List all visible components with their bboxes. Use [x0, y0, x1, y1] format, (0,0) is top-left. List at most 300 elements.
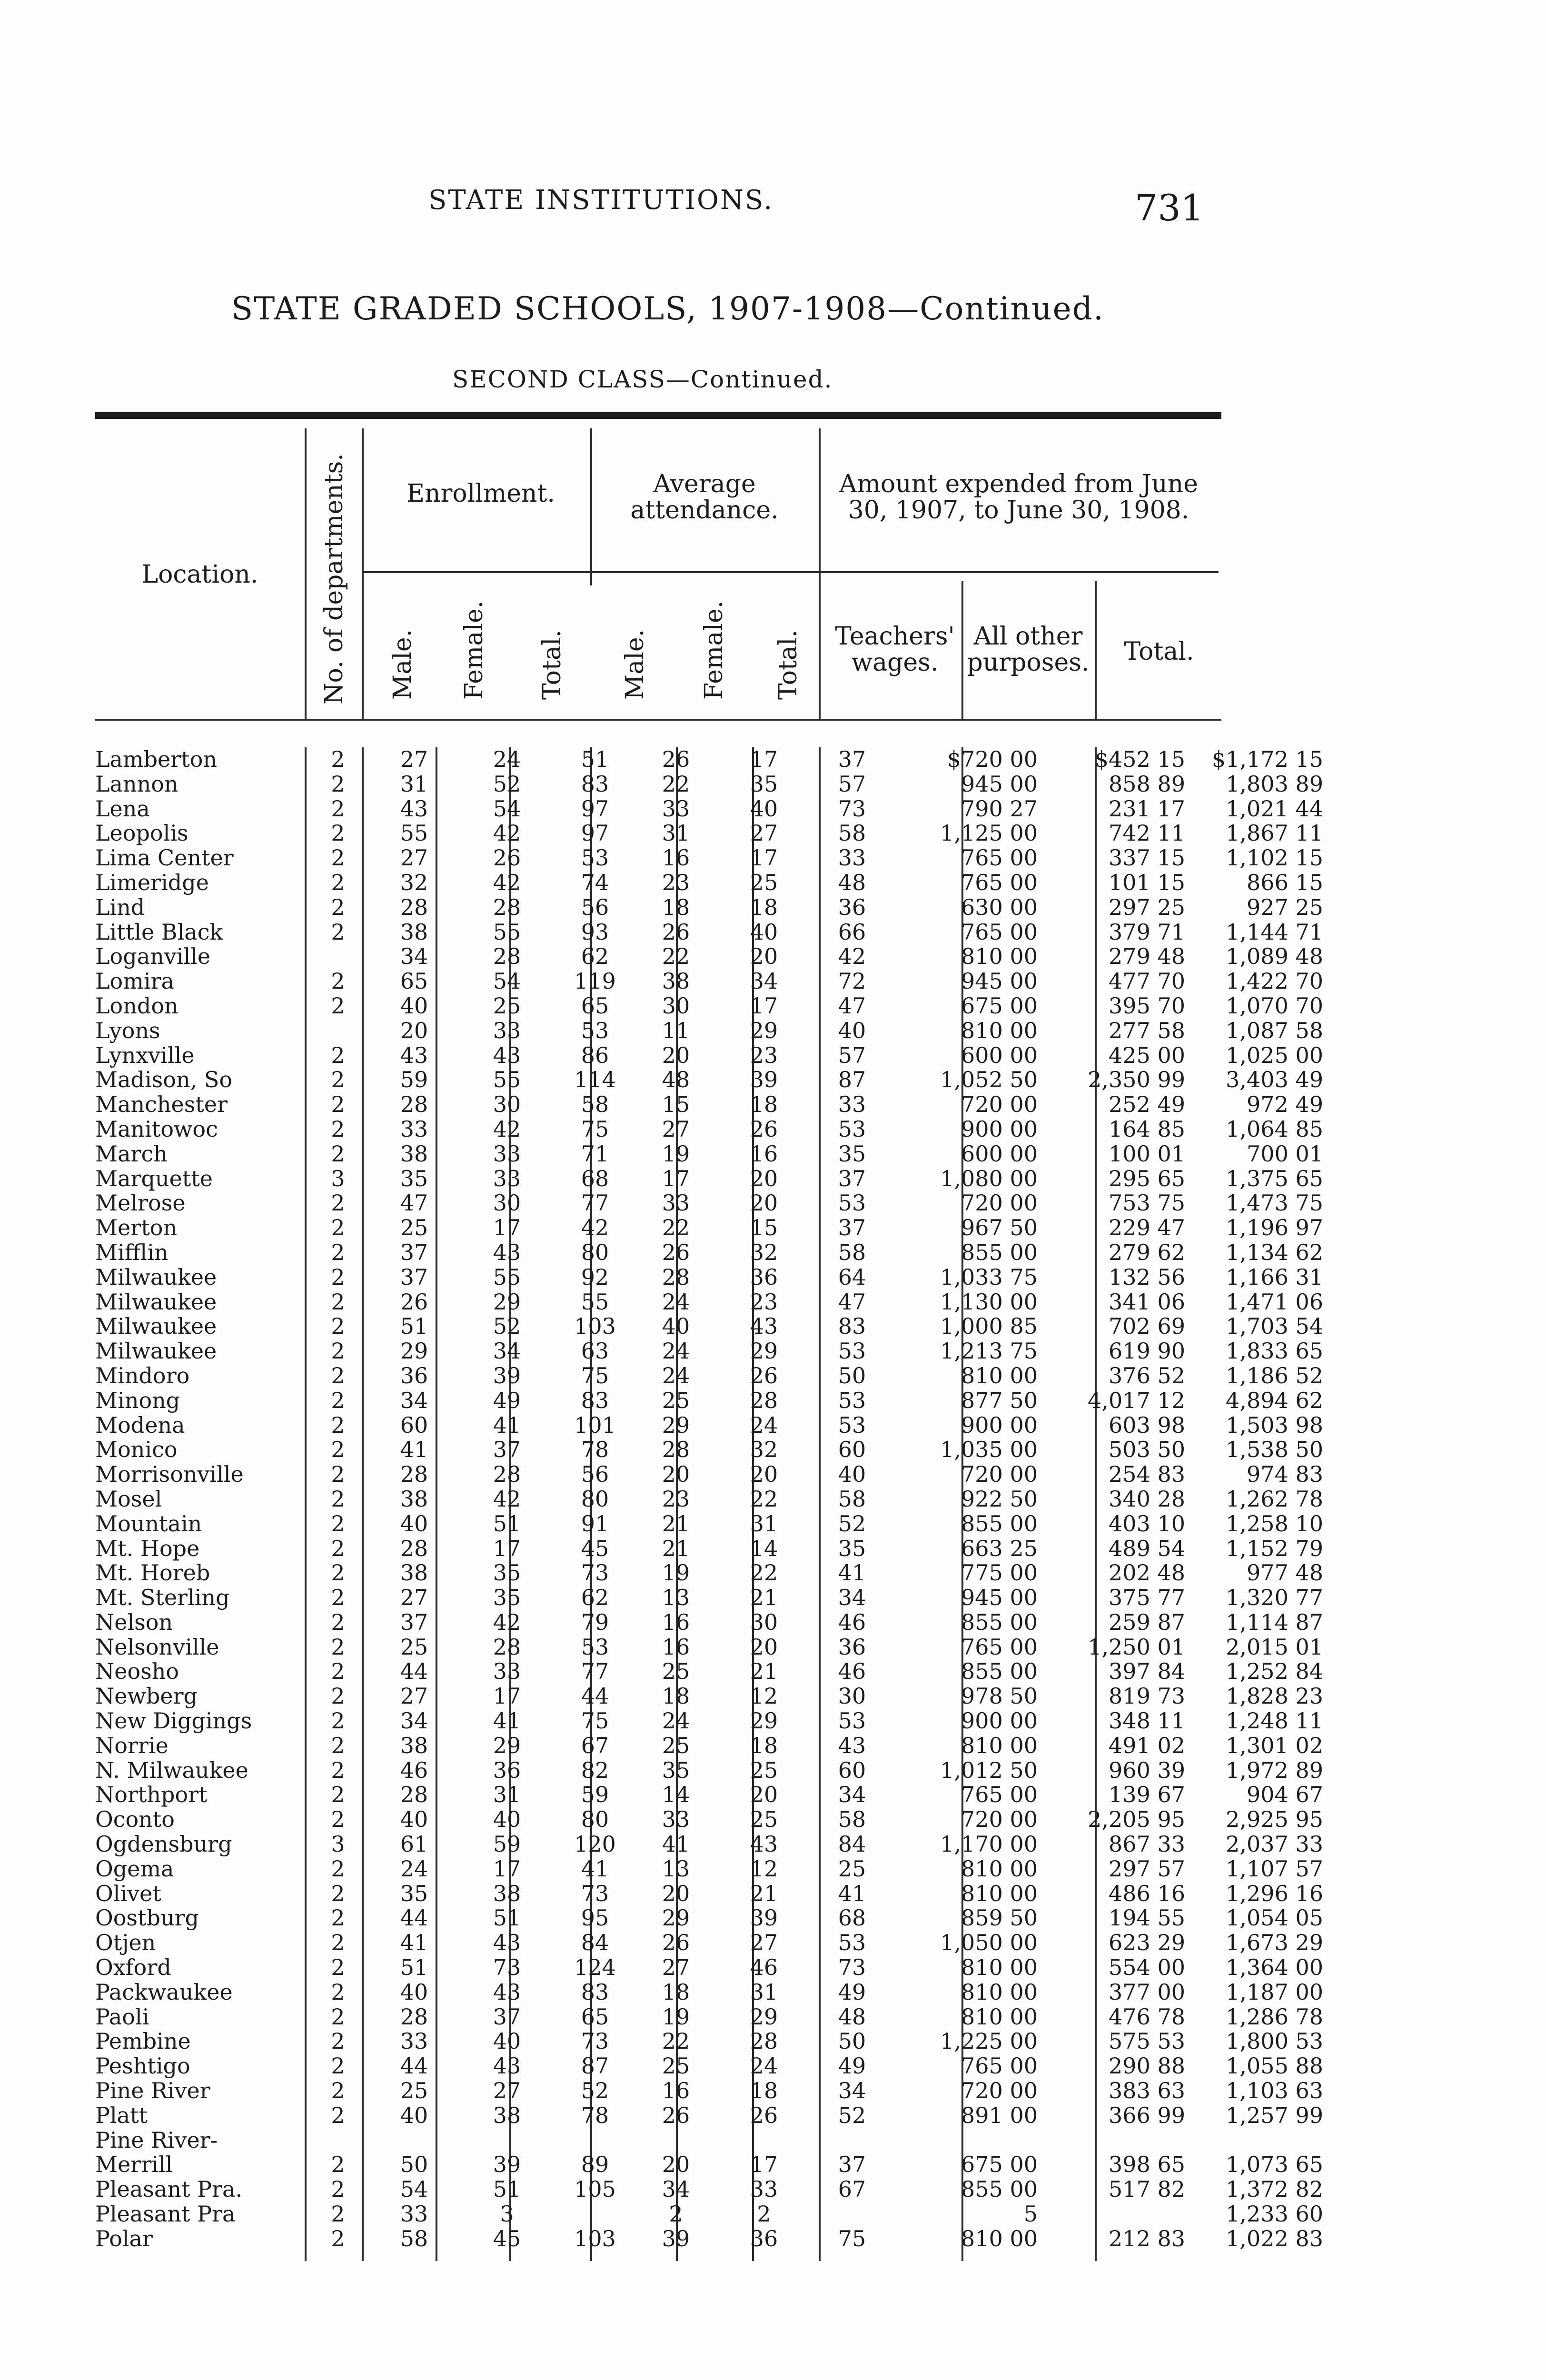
attendance-male-cell: 16: [662, 1634, 690, 1660]
attendance-total-cell: 68: [838, 1905, 866, 1931]
table-row: [95, 869, 1323, 895]
attendance-total-cell: 50: [838, 1362, 866, 1388]
expended-total-cell: 1,144 71: [1226, 919, 1323, 945]
attendance-female-cell: 28: [750, 2028, 778, 2054]
expended-total-cell: 1,833 65: [1226, 1338, 1323, 1364]
table-row: [95, 1510, 1323, 1537]
attendance-female-cell: 36: [750, 1264, 778, 1290]
teachers-wages-cell: 765 00: [961, 869, 1038, 895]
location-cell: Lamberton: [95, 746, 218, 772]
location-cell: Madison, So: [95, 1067, 233, 1093]
attendance-male-cell: 22: [662, 943, 690, 970]
location-cell: Lena: [95, 795, 150, 822]
expended-total-cell: 1,064 85: [1226, 1116, 1323, 1142]
other-purposes-cell: 290 88: [1109, 2053, 1185, 2079]
departments-cell: 2: [331, 845, 345, 871]
attendance-male-cell: 38: [662, 968, 690, 994]
enrollment-female-cell: 39: [493, 1362, 521, 1388]
enrollment-total-cell: 103: [574, 2225, 616, 2251]
attendance-total-cell: 87: [838, 1067, 866, 1093]
location-cell: Lannon: [95, 771, 178, 797]
attendance-female-cell: 21: [750, 1880, 778, 1906]
teachers-wages-cell: 855 00: [961, 1658, 1038, 1685]
attendance-female-cell: 17: [750, 746, 778, 772]
teachers-wages-cell: 720 00: [961, 2078, 1038, 2104]
other-purposes-cell: 337 15: [1109, 845, 1185, 871]
location-cell: Ogdensburg: [95, 1831, 232, 1857]
attendance-total-cell: 49: [838, 1979, 866, 2005]
expended-total-cell: 2,037 33: [1226, 1831, 1323, 1857]
attendance-male-cell: 13: [662, 1585, 690, 1611]
location-cell: Nelson: [95, 1609, 173, 1635]
table-row: [95, 1535, 1323, 1561]
table-row: [95, 1560, 1323, 1586]
enrollment-female-cell: 29: [493, 1732, 521, 1758]
enrollment-female-cell: 26: [493, 845, 521, 871]
teachers-wages-cell: 765 00: [961, 1634, 1038, 1660]
enrollment-total-cell: 87: [581, 2053, 609, 2079]
departments-cell: 2: [331, 2003, 345, 2030]
enrollment-total-cell: 75: [581, 1116, 609, 1142]
attendance-female-cell: 21: [750, 1658, 778, 1685]
attendance-male-cell: 20: [662, 1461, 690, 1488]
location-cell: Mt. Hope: [95, 1535, 200, 1561]
other-purposes-cell: 279 48: [1109, 943, 1185, 970]
attendance-female-cell: 17: [750, 992, 778, 1019]
teachers-wages-cell: 810 00: [961, 1855, 1038, 1882]
table-row: [95, 1855, 1323, 1882]
table-row: [95, 1757, 1323, 1783]
enrollment-female-cell: 43: [493, 1239, 521, 1265]
attendance-female-cell: 12: [750, 1855, 778, 1882]
enrollment-female-cell: 55: [493, 1264, 521, 1290]
enrollment-male-cell: 31: [400, 771, 428, 797]
attendance-male-cell: 11: [662, 1017, 690, 1043]
enrollment-male-cell: 40: [400, 1510, 428, 1537]
table-subtitle: SECOND CLASS—Continued.: [452, 366, 833, 393]
departments-cell: 2: [331, 1757, 345, 1783]
attendance-total-cell: 46: [838, 1609, 866, 1635]
other-purposes-cell: 297 57: [1109, 1855, 1185, 1882]
other-purposes-cell: 297 25: [1109, 894, 1185, 920]
attendance-male-cell: 29: [662, 1412, 690, 1438]
teachers-wages-cell: 967 50: [961, 1215, 1038, 1241]
location-cell: Lima Center: [95, 845, 234, 871]
enrollment-male-cell: 38: [400, 1560, 428, 1586]
enrollment-female-cell: 54: [493, 968, 521, 994]
attendance-total-cell: 57: [838, 771, 866, 797]
enrollment-total-cell: 53: [581, 845, 609, 871]
table-row: [95, 1067, 1323, 1093]
attendance-male-cell: 25: [662, 1658, 690, 1685]
attendance-male-cell: 18: [662, 894, 690, 920]
teachers-wages-cell: 810 00: [961, 1732, 1038, 1758]
expended-total-cell: 1,473 75: [1226, 1190, 1323, 1216]
enrollment-total-cell: 83: [581, 771, 609, 797]
attendance-total-cell: 73: [838, 1954, 866, 1981]
departments-cell: 2: [331, 2028, 345, 2054]
attendance-male-cell: 25: [662, 1732, 690, 1758]
location-cell: Monico: [95, 1437, 178, 1463]
enrollment-total-cell: 78: [581, 1437, 609, 1463]
enrollment-female-cell: 38: [493, 2102, 521, 2128]
other-purposes-cell: 517 82: [1109, 2176, 1185, 2202]
table-row: [95, 1017, 1323, 1043]
attendance-female-cell: 2: [757, 2201, 771, 2227]
enrollment-female-cell: 41: [493, 1412, 521, 1438]
enrollment-total-cell: 73: [581, 2028, 609, 2054]
attendance-male-cell: 16: [662, 1609, 690, 1635]
location-header: Location.: [141, 560, 258, 589]
enrollment-female-cell: 42: [493, 820, 521, 846]
enrollment-female-cell: 43: [493, 1930, 521, 1956]
expended-total-cell: 927 25: [1247, 894, 1323, 920]
expended-total-cell: 1,471 06: [1226, 1289, 1323, 1315]
attendance-total-cell: 36: [838, 894, 866, 920]
attendance-total-cell: 48: [838, 869, 866, 895]
table-row: [95, 1806, 1323, 1833]
attendance-total-cell: 53: [838, 1412, 866, 1438]
attendance-female-cell: 24: [750, 1412, 778, 1438]
departments-cell: 2: [331, 1437, 345, 1463]
attendance-total-cell: 52: [838, 1510, 866, 1537]
enrollment-male-cell: 33: [400, 1116, 428, 1142]
enrollment-total-cell: 63: [581, 1338, 609, 1364]
teachers-wages-cell: 600 00: [961, 1042, 1038, 1068]
attendance-female-cell: 17: [750, 845, 778, 871]
teachers-wages-cell: 720 00: [961, 1190, 1038, 1216]
departments-cell: 2: [331, 1683, 345, 1709]
enrollment-male-cell: 27: [400, 1683, 428, 1709]
expended-total-cell: 977 48: [1247, 1560, 1323, 1586]
location-cell: Manitowoc: [95, 1116, 218, 1142]
enrollment-total-cell: 73: [581, 1880, 609, 1906]
attendance-female-cell: 32: [750, 1239, 778, 1265]
attendance-female-cell: 27: [750, 1930, 778, 1956]
location-cell: Mt. Sterling: [95, 1585, 230, 1611]
attendance-female-cell: 18: [750, 1091, 778, 1118]
table-row: [95, 1289, 1323, 1315]
enrollment-male-cell: 37: [400, 1239, 428, 1265]
attendance-total-cell: 41: [838, 1880, 866, 1906]
teachers-wages-cell: $720 00: [947, 746, 1038, 772]
departments-cell: 2: [331, 1264, 345, 1290]
attendance-female-header: Female.: [700, 600, 728, 700]
enrollment-male-cell: 28: [400, 1782, 428, 1808]
location-cell: Paoli: [95, 2003, 149, 2030]
teachers-wages-cell: 765 00: [961, 845, 1038, 871]
expended-total-cell: 1,134 62: [1226, 1239, 1323, 1265]
enrollment-female-cell: 73: [493, 1954, 521, 1981]
enrollment-total-cell: 55: [581, 1289, 609, 1315]
departments-cell: 2: [331, 1362, 345, 1388]
table-row: [95, 2078, 1323, 2104]
attendance-female-cell: 20: [750, 1634, 778, 1660]
departments-cell: 2: [331, 2152, 345, 2178]
location-cell: Lomira: [95, 968, 174, 994]
location-cell: Ogema: [95, 1855, 174, 1882]
attendance-total-cell: 58: [838, 1806, 866, 1833]
enrollment-female-cell: 49: [493, 1387, 521, 1413]
other-purposes-cell: 397 84: [1109, 1658, 1185, 1685]
attendance-female-cell: 43: [750, 1831, 778, 1857]
enrollment-male-cell: 46: [400, 1757, 428, 1783]
table-row: [95, 1091, 1323, 1118]
enrollment-male-cell: 44: [400, 2053, 428, 2079]
enrollment-female-cell: 39: [493, 2152, 521, 2178]
attendance-male-cell: 19: [662, 1140, 690, 1167]
attendance-total-cell: 53: [838, 1708, 866, 1734]
location-cell: Packwaukee: [95, 1979, 233, 2005]
running-head: STATE INSTITUTIONS.: [428, 185, 774, 216]
location-cell: Neosho: [95, 1658, 179, 1685]
other-purposes-cell: 366 99: [1109, 2102, 1185, 2128]
table-row: [95, 2053, 1323, 2079]
departments-cell: 2: [331, 1782, 345, 1808]
other-purposes-cell: 139 67: [1109, 1782, 1185, 1808]
attendance-male-cell: 21: [662, 1510, 690, 1537]
departments-cell: 2: [331, 2102, 345, 2128]
departments-cell: 2: [331, 992, 345, 1019]
attendance-female-cell: 43: [750, 1313, 778, 1339]
enrollment-male-cell: 40: [400, 1979, 428, 2005]
teachers-wages-cell: 810 00: [961, 1954, 1038, 1981]
teachers-wages-cell: 810 00: [961, 1362, 1038, 1388]
attendance-female-cell: 39: [750, 1905, 778, 1931]
attendance-male-cell: 25: [662, 1387, 690, 1413]
attendance-total-cell: 72: [838, 968, 866, 994]
attendance-male-cell: 22: [662, 771, 690, 797]
attendance-male-cell: 26: [662, 1239, 690, 1265]
enrollment-total-cell: 74: [581, 869, 609, 895]
departments-cell: 2: [331, 746, 345, 772]
departments-cell: 2: [331, 771, 345, 797]
attendance-male-cell: 22: [662, 1215, 690, 1241]
other-purposes-cell: 229 47: [1109, 1215, 1185, 1241]
location-cell: Olivet: [95, 1880, 161, 1906]
expended-total-cell: 972 49: [1247, 1091, 1323, 1118]
enrollment-total-cell: 78: [581, 2102, 609, 2128]
enrollment-male-cell: 25: [400, 1215, 428, 1241]
enrollment-female-cell: 37: [493, 2003, 521, 2030]
enrollment-total-cell: 77: [581, 1658, 609, 1685]
header-bottom-rule: [95, 719, 1221, 721]
location-cell: Mt. Horeb: [95, 1560, 210, 1586]
expended-total-cell: 1,867 11: [1226, 820, 1323, 846]
expended-total-cell: 1,703 54: [1226, 1313, 1323, 1339]
location-cell: Manchester: [95, 1091, 228, 1118]
enrollment-total-cell: 119: [574, 968, 616, 994]
table-row: [95, 2102, 1323, 2128]
expended-total-cell: 1,107 57: [1226, 1855, 1323, 1882]
departments-cell: 2: [331, 919, 345, 945]
enrollment-male-cell: 20: [400, 1017, 428, 1043]
attendance-male-cell: 17: [662, 1165, 690, 1191]
attendance-total-cell: 58: [838, 820, 866, 846]
enrollment-female-cell: 17: [493, 1215, 521, 1241]
attendance-female-cell: 29: [750, 2003, 778, 2030]
teachers-wages-cell: 855 00: [961, 1609, 1038, 1635]
attendance-male-cell: 26: [662, 746, 690, 772]
enrollment-total-header: Total.: [538, 629, 566, 700]
location-cell: Newberg: [95, 1683, 198, 1709]
enrollment-male-cell: 34: [400, 1708, 428, 1734]
table-row: [95, 1264, 1323, 1290]
attendance-total-cell: 41: [838, 1560, 866, 1586]
teachers-wages-cell: 1,225 00: [940, 2028, 1038, 2054]
attendance-total-cell: 73: [838, 795, 866, 822]
departments-cell: 3: [331, 1831, 345, 1857]
attendance-female-cell: 26: [750, 2102, 778, 2128]
teachers-wages-cell: 1,000 85: [940, 1313, 1038, 1339]
location-cell: Oostburg: [95, 1905, 199, 1931]
other-purposes-cell: 575 53: [1109, 2028, 1185, 2054]
enrollment-total-cell: 75: [581, 1362, 609, 1388]
attendance-female-cell: 18: [750, 1732, 778, 1758]
departments-cell: 2: [331, 1880, 345, 1906]
enrollment-total-cell: 89: [581, 2152, 609, 2178]
attendance-total-cell: 60: [838, 1757, 866, 1783]
teachers-wages-cell: 859 50: [961, 1905, 1038, 1931]
table-row: [95, 820, 1323, 846]
attendance-total-cell: 53: [838, 1338, 866, 1364]
attendance-female-cell: 31: [750, 1979, 778, 2005]
attendance-male-cell: 16: [662, 2078, 690, 2104]
table-row: [95, 1683, 1323, 1709]
attendance-total-cell: 37: [838, 2152, 866, 2178]
enrollment-female-cell: 30: [493, 1091, 521, 1118]
enrollment-female-cell: 37: [493, 1437, 521, 1463]
attendance-female-cell: 29: [750, 1338, 778, 1364]
departments-cell: 2: [331, 1140, 345, 1167]
attendance-female-cell: 26: [750, 1362, 778, 1388]
enrollment-total-cell: 73: [581, 1560, 609, 1586]
teachers-wages-cell: 1,050 00: [940, 1930, 1038, 1956]
enrollment-total-cell: 62: [581, 1585, 609, 1611]
enrollment-female-cell: 42: [493, 1116, 521, 1142]
enrollment-male-cell: 47: [400, 1190, 428, 1216]
enrollment-total-cell: 79: [581, 1609, 609, 1635]
enrollment-total-cell: 84: [581, 1930, 609, 1956]
expended-header: Amount expended from June 30, 1907, to June 30, 1908.: [839, 470, 1198, 525]
attendance-male-cell: 27: [662, 1116, 690, 1142]
attendance-total-cell: 42: [838, 943, 866, 970]
enrollment-female-cell: 55: [493, 1067, 521, 1093]
enrollment-female-cell: 3: [500, 2201, 514, 2227]
attendance-total-cell: 46: [838, 1658, 866, 1685]
location-cell: Morrisonville: [95, 1461, 244, 1488]
teachers-wages-cell: 900 00: [961, 1708, 1038, 1734]
enrollment-male-cell: 35: [400, 1880, 428, 1906]
other-purposes-cell: 279 62: [1109, 1239, 1185, 1265]
departments-header: No. of departments.: [320, 453, 348, 704]
enrollment-female-cell: 28: [493, 1461, 521, 1488]
attendance-male-cell: 18: [662, 1683, 690, 1709]
location-cell: New Diggings: [95, 1708, 252, 1734]
enrollment-male-cell: 37: [400, 1609, 428, 1635]
other-purposes-cell: 2,350 99: [1088, 1067, 1185, 1093]
departments-cell: 2: [331, 2225, 345, 2251]
attendance-total-cell: 66: [838, 919, 866, 945]
other-purposes-cell: 2,205 95: [1088, 1806, 1185, 1833]
expended-total-cell: 1,248 11: [1226, 1708, 1323, 1734]
enrollment-male-cell: 43: [400, 795, 428, 822]
enrollment-total-cell: 97: [581, 820, 609, 846]
teachers-wages-cell: 5: [1023, 2201, 1038, 2227]
enrollment-male-cell: 27: [400, 746, 428, 772]
teachers-wages-cell: 765 00: [961, 1782, 1038, 1808]
other-purposes-cell: 403 10: [1109, 1510, 1185, 1537]
teachers-wages-cell: 1,012 50: [940, 1757, 1038, 1783]
other-purposes-cell: 340 28: [1109, 1486, 1185, 1512]
other-purposes-cell: 379 71: [1109, 919, 1185, 945]
attendance-female-cell: 34: [750, 968, 778, 994]
other-purposes-cell: 486 16: [1109, 1880, 1185, 1906]
attendance-female-cell: 12: [750, 1683, 778, 1709]
enrollment-male-cell: 55: [400, 820, 428, 846]
teachers-wages-cell: 810 00: [961, 1880, 1038, 1906]
attendance-total-cell: 52: [838, 2102, 866, 2128]
enrollment-total-cell: 97: [581, 795, 609, 822]
attendance-male-cell: 23: [662, 1486, 690, 1512]
attendance-total-header: Total.: [774, 629, 803, 700]
enrollment-female-cell: 42: [493, 1486, 521, 1512]
expended-total-cell: 1,114 87: [1226, 1609, 1323, 1635]
expended-total-cell: 1,103 63: [1226, 2078, 1323, 2104]
other-purposes-cell: 132 56: [1109, 1264, 1185, 1290]
location-cell: Pleasant Pra: [95, 2201, 236, 2227]
enrollment-total-cell: 65: [581, 2003, 609, 2030]
table-row: [95, 1437, 1323, 1463]
enrollment-total-cell: 80: [581, 1806, 609, 1833]
enrollment-female-cell: 33: [493, 1017, 521, 1043]
other-purposes-cell: 867 33: [1109, 1831, 1185, 1857]
expended-total-cell: 1,196 97: [1226, 1215, 1323, 1241]
enrollment-male-cell: 28: [400, 2003, 428, 2030]
location-cell: Lynxville: [95, 1042, 195, 1068]
attendance-total-cell: 58: [838, 1486, 866, 1512]
table-row: [95, 2003, 1323, 2030]
teachers-wages-header: Teachers' wages.: [835, 622, 955, 677]
location-cell: Milwaukee: [95, 1289, 217, 1315]
table-row: [95, 1387, 1323, 1413]
teachers-wages-cell: 663 25: [961, 1535, 1038, 1561]
enrollment-male-cell: 28: [400, 1535, 428, 1561]
expended-total-cell: 1,258 10: [1226, 1510, 1323, 1537]
expended-total-cell: 1,257 99: [1226, 2102, 1323, 2128]
enrollment-male-cell: 58: [400, 2225, 428, 2251]
departments-cell: 2: [331, 1979, 345, 2005]
table-row: [95, 1979, 1323, 2005]
enrollment-total-cell: 45: [581, 1535, 609, 1561]
enrollment-male-cell: 28: [400, 1461, 428, 1488]
enrollment-total-cell: 52: [581, 2078, 609, 2104]
expended-total-cell: 1,262 78: [1226, 1486, 1323, 1512]
enrollment-total-cell: 44: [581, 1683, 609, 1709]
enrollment-female-cell: 43: [493, 1979, 521, 2005]
expended-total-cell: 1,087 58: [1226, 1017, 1323, 1043]
enrollment-male-cell: 38: [400, 1486, 428, 1512]
departments-cell: 2: [331, 820, 345, 846]
enrollment-female-cell: 27: [493, 2078, 521, 2104]
departments-cell: 3: [331, 1165, 345, 1191]
page-number: 731: [1135, 187, 1204, 229]
table-row: [95, 1880, 1323, 1906]
departments-cell: 2: [331, 1535, 345, 1561]
table-row: [95, 746, 1323, 772]
teachers-wages-cell: 1,052 50: [940, 1067, 1038, 1093]
attendance-total-cell: 53: [838, 1930, 866, 1956]
